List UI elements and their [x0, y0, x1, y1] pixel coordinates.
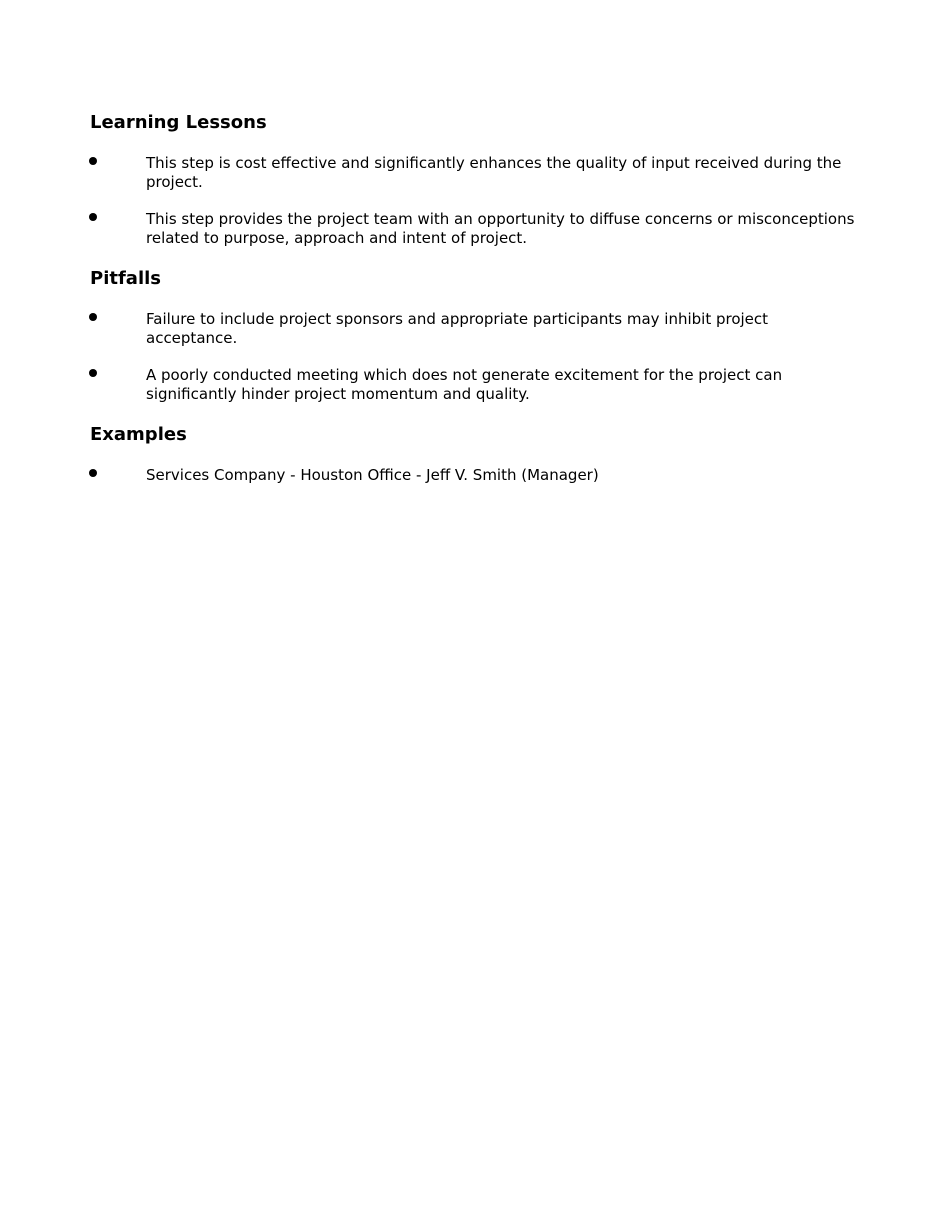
bullet-icon [89, 157, 97, 165]
list-item-learning-lessons-2: This step provides the project team with an opportunity to diffuse concerns or misconceptions related to purpose, approach and intent of project. [146, 210, 855, 247]
list-item-learning-lessons-1: This step is cost effective and significantly enhances the quality of input received during the project. [146, 154, 842, 191]
list-item-examples-1: Services Company - Houston Office - Jeff V. Smith (Manager) [146, 466, 599, 484]
section-heading-pitfalls: Pitfalls [90, 268, 161, 289]
list-item-pitfalls-1: Failure to include project sponsors and appropriate participants may inhibit project acceptance. [146, 310, 769, 347]
bullet-icon [89, 313, 97, 321]
bullet-icon [89, 369, 97, 377]
list-item-pitfalls-2: A poorly conducted meeting which does not generate excitement for the project can significantly hinder project momentum and quality. [146, 366, 783, 403]
section-heading-learning-lessons: Learning Lessons [90, 112, 267, 133]
bullet-icon [89, 213, 97, 221]
bullet-icon [89, 469, 97, 477]
section-heading-examples: Examples [90, 424, 187, 445]
